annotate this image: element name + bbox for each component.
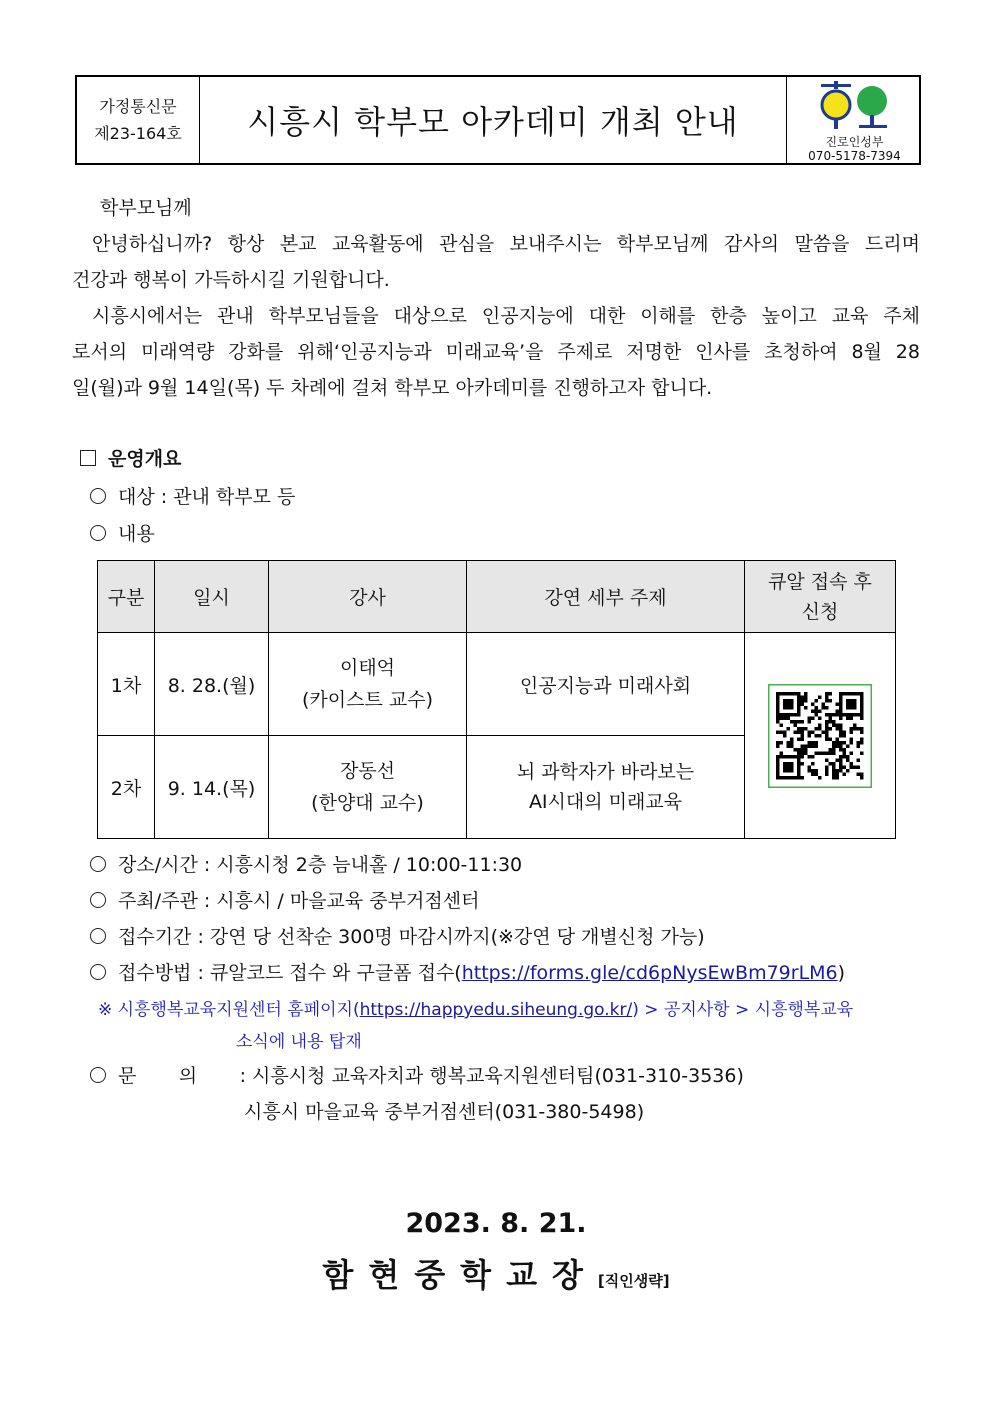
circle-bullet-icon bbox=[90, 1067, 106, 1083]
target-text: 대상 : 관내 학부모 등 bbox=[118, 486, 296, 508]
para2-line1: 시흥시에서는 관내 학부모님들을 대상으로 인공지능에 대한 이해를 한층 높이고 교육 주체 bbox=[92, 305, 920, 327]
header-round: 구분 bbox=[98, 561, 155, 633]
method-text: 접수방법 : 큐알코드 접수 와 구글폼 접수( bbox=[118, 962, 462, 984]
speaker-cell bbox=[269, 736, 467, 839]
period-text: 접수기간 : 강연 당 선착순 300명 마감시까지(※강연 당 개별신청 가능) bbox=[118, 926, 705, 948]
method-item bbox=[90, 958, 845, 985]
circle-bullet-icon bbox=[90, 856, 106, 872]
issue-date: 2023. 8. 21. bbox=[405, 1208, 587, 1239]
para2-line2: 로서의 미래역량 강화를 위해‘인공지능과 미래교육’을 주제로 저명한 인사를 초청하여 8월 28 bbox=[72, 341, 920, 363]
table-header-row bbox=[98, 561, 896, 633]
topic-line: AI시대의 미래교육 bbox=[528, 791, 683, 813]
table-row bbox=[98, 633, 896, 736]
homepage-link[interactable]: https://happyedu.siheung.go.kr/ bbox=[359, 1000, 633, 1020]
round-cell: 1차 bbox=[98, 633, 155, 736]
circle-bullet-icon bbox=[90, 964, 106, 980]
circle-bullet-icon bbox=[90, 928, 106, 944]
circle-bullet-icon bbox=[90, 488, 106, 504]
host-item bbox=[90, 886, 479, 913]
para1-line1: 안녕하십니까? 항상 본교 교육활동에 관심을 보내주시는 학부모님께 감사의 말씀을 드리며 bbox=[92, 233, 920, 255]
google-form-link[interactable]: https://forms.gle/cd6pNysEwBm79rLM6 bbox=[461, 962, 838, 984]
topic-line: 뇌 과학자가 바라보는 bbox=[516, 761, 695, 783]
square-bullet-icon bbox=[80, 450, 96, 466]
round-cell: 2차 bbox=[98, 736, 155, 839]
para2-line3: 일(월)과 9월 14일(목) 두 차례에 걸쳐 학부모 아카데미를 진행하고자 합니다. bbox=[72, 377, 713, 399]
circle-bullet-icon bbox=[90, 892, 106, 908]
para1-line2: 건강과 행복이 가득하시길 기원합니다. bbox=[72, 269, 390, 291]
note-prefix: ※ 시흥행복교육지원센터 홈페이지( bbox=[98, 1000, 360, 1020]
inquiry-item bbox=[90, 1061, 744, 1088]
venue-text: 장소/시간 : 시흥시청 2층 늠내홀 / 10:00-11:30 bbox=[118, 854, 523, 876]
qr-code-icon[interactable] bbox=[768, 684, 872, 788]
homepage-note-line2: 소식에 내용 탑재 bbox=[236, 1032, 362, 1052]
dept-info bbox=[786, 77, 921, 163]
greeting: 학부모님께 bbox=[100, 197, 192, 219]
doc-number: 제23-164호 bbox=[94, 124, 182, 143]
speaker-name: 장동선 bbox=[339, 760, 396, 782]
speaker-affiliation: (한양대 교수) bbox=[311, 792, 424, 814]
doc-type: 가정통신문 bbox=[99, 97, 177, 116]
inquiry-line1: 시흥시청 교육자치과 행복교육지원센터팀(031-310-3536) bbox=[252, 1065, 744, 1087]
doc-info bbox=[77, 77, 200, 163]
document-header bbox=[75, 75, 921, 165]
header-date: 일시 bbox=[155, 561, 269, 633]
topic-cell bbox=[467, 736, 745, 839]
department: 진로인성부 bbox=[825, 135, 884, 149]
homepage-note bbox=[98, 995, 853, 1020]
department-phone: 070-5178-7394 bbox=[808, 149, 901, 163]
inquiry-line2: 시흥시 마을교육 중부거점센터(031-380-5498) bbox=[244, 1101, 645, 1123]
page-title: 시흥시 학부모 아카데미 개최 안내 bbox=[247, 103, 739, 141]
speaker-cell bbox=[269, 633, 467, 736]
content-text: 내용 bbox=[118, 523, 155, 545]
section-heading bbox=[80, 444, 181, 471]
topic-cell bbox=[467, 633, 745, 736]
topic-line: 인공지능과 미래사회 bbox=[519, 674, 692, 697]
header-topic: 강연 세부 주제 bbox=[467, 561, 745, 633]
seal-note: [직인생략] bbox=[597, 1272, 670, 1290]
qr-cell bbox=[745, 633, 896, 839]
period-item bbox=[90, 922, 705, 949]
school-logo-icon bbox=[819, 81, 891, 135]
target-item bbox=[90, 482, 295, 509]
principal-signature bbox=[0, 1250, 992, 1296]
schedule-table bbox=[97, 560, 896, 839]
speaker-name: 이태억 bbox=[339, 657, 396, 679]
principal-name: 함현중학교장 bbox=[322, 1256, 598, 1294]
note-suffix: ) > 공지사항 > 시흥행복교육 bbox=[632, 1000, 854, 1020]
speaker-affiliation: (카이스트 교수) bbox=[302, 689, 433, 711]
inquiry-label: 문 의 : bbox=[118, 1065, 246, 1087]
date-cell: 8. 28.(월) bbox=[155, 633, 269, 736]
venue-item bbox=[90, 850, 522, 877]
method-suffix: ) bbox=[837, 962, 846, 984]
header-qr: 큐알 접속 후 신청 bbox=[745, 561, 896, 633]
content-item bbox=[90, 519, 155, 546]
host-text: 주최/주관 : 시흥시 / 마을교육 중부거점센터 bbox=[118, 890, 480, 912]
section-heading-text: 운영개요 bbox=[108, 448, 182, 470]
date-cell: 9. 14.(목) bbox=[155, 736, 269, 839]
circle-bullet-icon bbox=[90, 525, 106, 541]
header-speaker: 강사 bbox=[269, 561, 467, 633]
